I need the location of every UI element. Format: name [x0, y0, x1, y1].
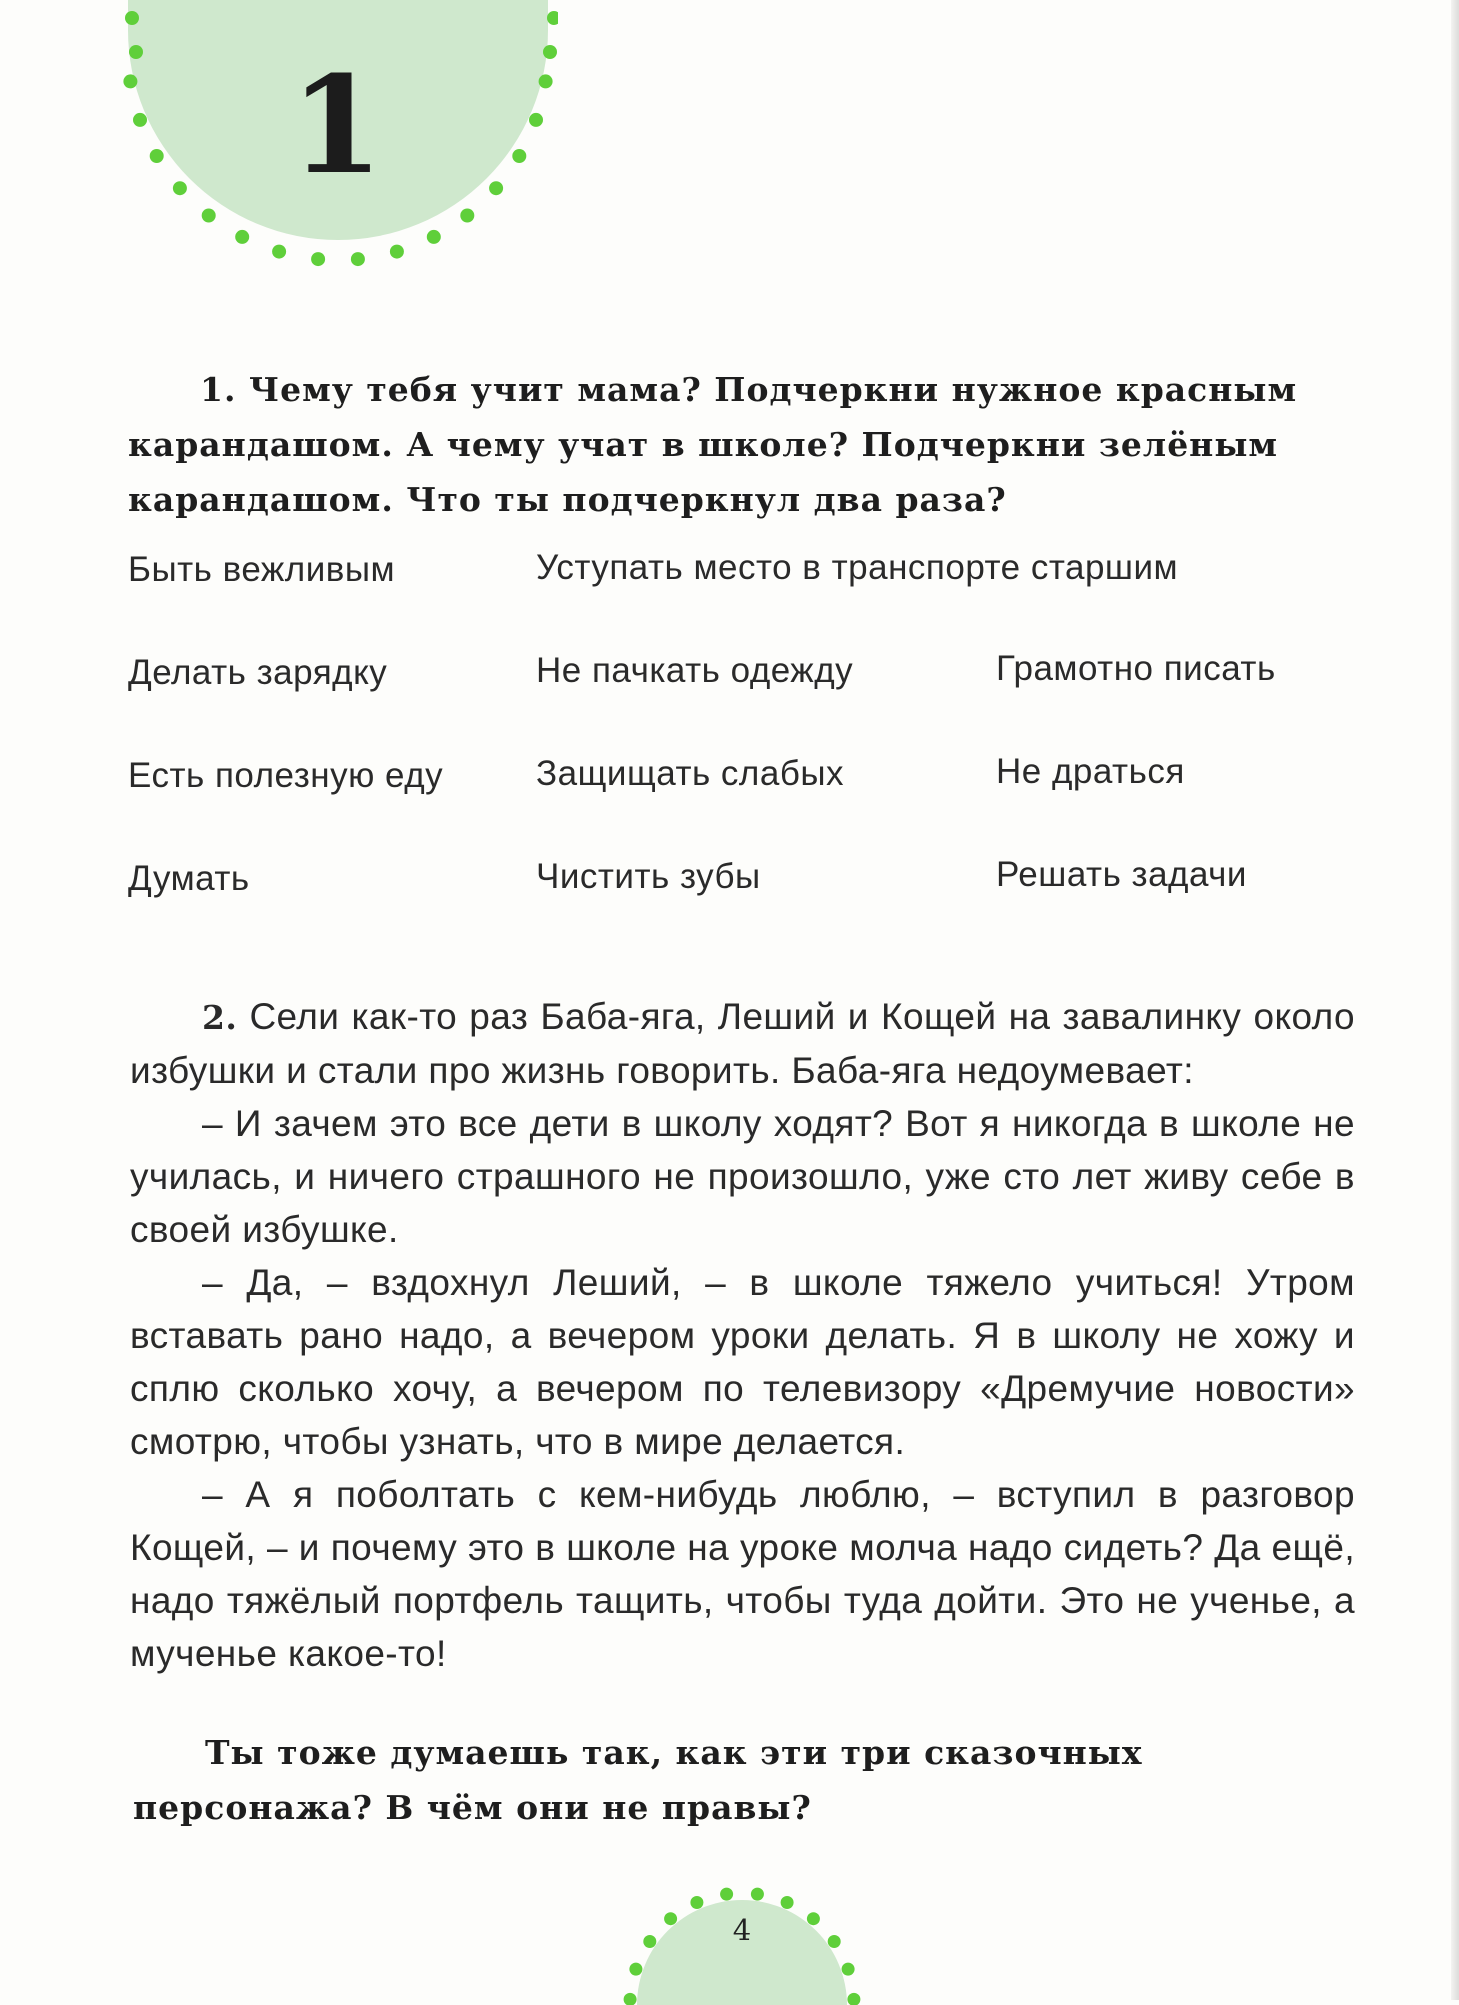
- page-badge-dot: [828, 1935, 841, 1948]
- page-badge-dot: [751, 1888, 764, 1901]
- koschei-speech: – А я поболтать с кем-нибудь люблю, – вступил в разговор Кощей, – и почему это в школе на уроке молча надо сидеть? Да ещё, надо тяжёлый портфель тащить, чтобы туда дойти. Это не ученье, а мученье какое-то!: [130, 1474, 1355, 1674]
- page-badge-dot: [643, 1935, 656, 1948]
- badge-dot: [512, 149, 526, 163]
- option-give-seat: Уступать место в транспорте старшим: [536, 548, 1179, 587]
- page-badge-dot: [690, 1896, 703, 1909]
- badge-dot: [543, 45, 557, 59]
- page-badge-dot: [842, 1963, 855, 1976]
- badge-dot: [529, 113, 543, 127]
- badge-dot: [202, 209, 216, 223]
- badge-dot: [547, 11, 558, 25]
- badge-dot: [539, 74, 553, 88]
- chapter-number: 1: [290, 46, 384, 204]
- badge-dot: [427, 230, 441, 244]
- page-badge-dot: [781, 1896, 794, 1909]
- baba-yaga-speech: – И зачем это все дети в школу ходят? Вот я никогда в школе не училась, и ничего страшного не произошло, уже сто лет живу себе в своей избушке.: [130, 1103, 1355, 1250]
- option-write-correctly: Грамотно писать: [996, 649, 1276, 688]
- option-brush-teeth: Чистить зубы: [536, 857, 761, 896]
- badge-dot: [129, 45, 143, 59]
- task-2-question-text: Ты тоже думаешь так, как эти три сказочных персонажа? В чём они не правы?: [133, 1733, 1143, 1827]
- badge-dot: [489, 181, 503, 195]
- task-2-intro-text: Сели как-то раз Баба-яга, Леший и Кощей на завалинку около избушки и стали про жизнь говорить. Баба-яга недоумевает:: [130, 996, 1356, 1091]
- page-badge-dot: [624, 1993, 637, 2005]
- badge-dot: [235, 230, 249, 244]
- task-2-intro: [130, 990, 1355, 1097]
- page-badge-dot: [807, 1912, 820, 1925]
- task-2-number: 2.: [202, 998, 238, 1037]
- badge-dot: [390, 245, 404, 259]
- badge-dot: [173, 181, 187, 195]
- page-badge-dot: [664, 1912, 677, 1925]
- task-2-question: [133, 1725, 1358, 1835]
- leshy-speech: – Да, – вздохнул Леший, – в школе тяжело учиться! Утром вставать рано надо, а вечером уроки делать. Я в школу не хожу и сплю сколько хочу, а вечером по телевизору «Дремучие новости» смотрю, чтобы узнать, что в мире делается.: [130, 1262, 1355, 1462]
- page-badge-dot: [720, 1888, 733, 1901]
- badge-dot: [460, 209, 474, 223]
- option-be-polite: Быть вежливым: [128, 550, 396, 589]
- task-2-text: [130, 990, 1355, 1680]
- badge-dot: [272, 245, 286, 259]
- option-dont-fight: Не драться: [996, 752, 1185, 791]
- page-badge-dot: [847, 1993, 860, 2005]
- badge-dot: [311, 252, 325, 266]
- option-eat-healthy: Есть полезную еду: [128, 756, 444, 795]
- option-think: Думать: [128, 859, 250, 898]
- task-1-paragraph: 1. Чему тебя учит мама? Подчеркни нужное красным карандашом. А чему учат в школе? Подчеркни зелёным карандашом. Что ты подчеркнул два раза?: [128, 370, 1298, 519]
- option-protect-weak: Защищать слабых: [536, 754, 845, 793]
- page-edge-shadow: [1451, 0, 1459, 2000]
- option-do-exercise: Делать зарядку: [128, 653, 388, 692]
- badge-dot: [125, 11, 139, 25]
- option-keep-clothes-clean: Не пачкать одежду: [536, 651, 854, 690]
- badge-dot: [133, 113, 147, 127]
- option-solve-problems: Решать задачи: [996, 855, 1247, 894]
- page-badge-dot: [629, 1963, 642, 1976]
- badge-dot: [351, 252, 365, 266]
- page-number: 4: [732, 1913, 752, 1947]
- badge-dot: [150, 149, 164, 163]
- badge-dot: [123, 74, 137, 88]
- task-1-text: [128, 362, 1350, 527]
